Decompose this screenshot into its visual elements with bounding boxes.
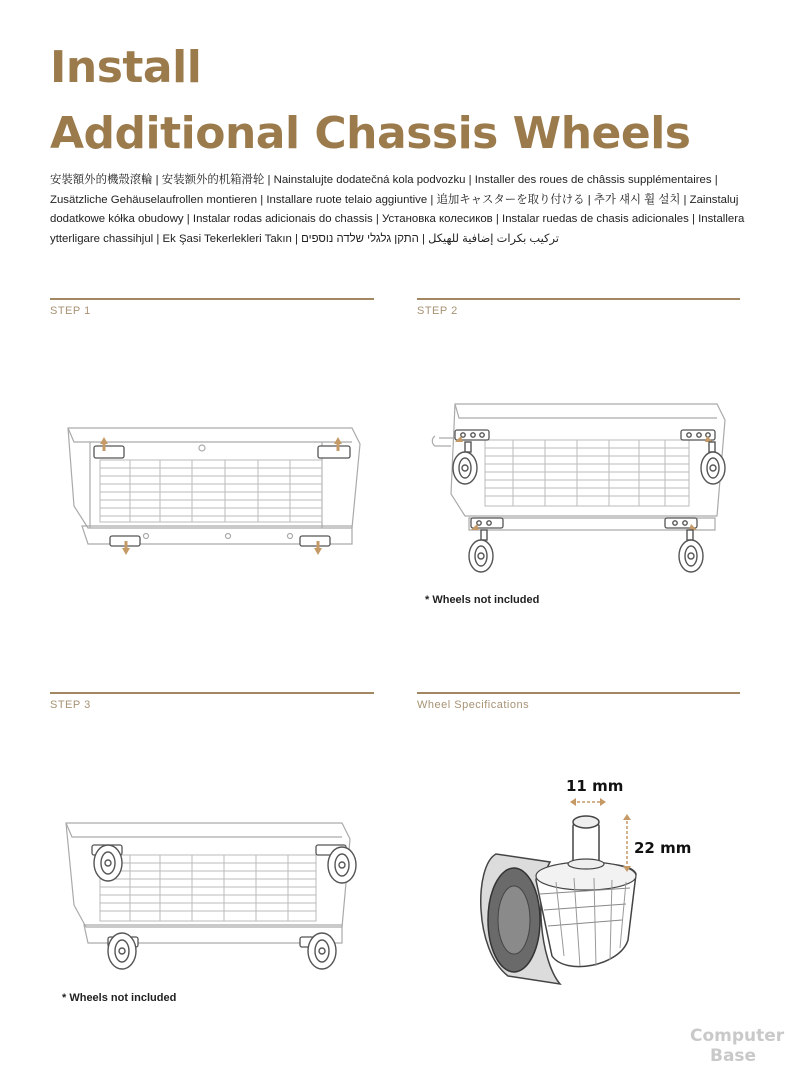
caster-wheel-icon bbox=[469, 530, 493, 572]
caster-wheel-icon bbox=[328, 847, 356, 883]
step3-label: STEP 3 bbox=[50, 699, 91, 711]
wheel-spec-illustration bbox=[480, 770, 700, 1000]
spec-height-value: 22 mm bbox=[634, 839, 692, 857]
specs-divider bbox=[417, 692, 740, 694]
caster-wheel-icon bbox=[453, 442, 477, 484]
caster-wheel-icon bbox=[701, 442, 725, 484]
translated-titles bbox=[50, 171, 745, 249]
watermark-line2: Base bbox=[710, 1046, 757, 1066]
step1-divider bbox=[50, 298, 374, 300]
caster-wheel-icon bbox=[94, 845, 122, 881]
caster-wheel-icon bbox=[108, 933, 136, 969]
computerbase-watermark bbox=[676, 1022, 786, 1080]
caster-wheel-icon bbox=[679, 530, 703, 572]
step3-chassis-illustration bbox=[60, 815, 370, 975]
translation-line: ytterligare chassihjul | Ek Şasi Tekerlekleri Takın | تركيب بكرات إضافية للهيكل | התקן גלגלי שלדה נוספים bbox=[50, 232, 559, 245]
step3-divider bbox=[50, 692, 374, 694]
caster-wheel-icon bbox=[308, 933, 336, 969]
page-title-line2: Additional Chassis Wheels bbox=[50, 108, 691, 159]
caster-wheel-icon bbox=[481, 816, 636, 984]
translation-line: 安裝額外的機殼滾輪 | 安装额外的机箱滑轮 | Nainstalujte dodatečná kola podvozku | Installer des roues de châssis supplémentaires | bbox=[50, 174, 718, 186]
watermark-line1: Computer bbox=[690, 1026, 785, 1046]
step1-chassis-illustration bbox=[60, 418, 360, 568]
specs-label: Wheel Specifications bbox=[417, 699, 530, 711]
translation-line: dodatkowe kółka obudowy | Instalar rodas adicionais do chassis | Установка колесиков | Instalar ruedas de chasis adicionales | Installera bbox=[50, 213, 745, 225]
spec-width-value: 11 mm bbox=[566, 777, 624, 795]
translation-line: Zusätzliche Gehäuselaufrollen montieren | Installare ruote telaio aggiuntive | 追加キャスターを取り付ける | 추가 섀시 휠 설치 | Zainstaluj bbox=[50, 193, 739, 206]
step1-label: STEP 1 bbox=[50, 305, 91, 317]
step2-divider bbox=[417, 298, 740, 300]
step3-footnote: * Wheels not included bbox=[62, 992, 177, 1004]
step2-footnote: * Wheels not included bbox=[425, 594, 540, 606]
step2-label: STEP 2 bbox=[417, 305, 458, 317]
step2-chassis-illustration bbox=[425, 398, 735, 578]
page-title-line1: Install bbox=[50, 42, 202, 93]
